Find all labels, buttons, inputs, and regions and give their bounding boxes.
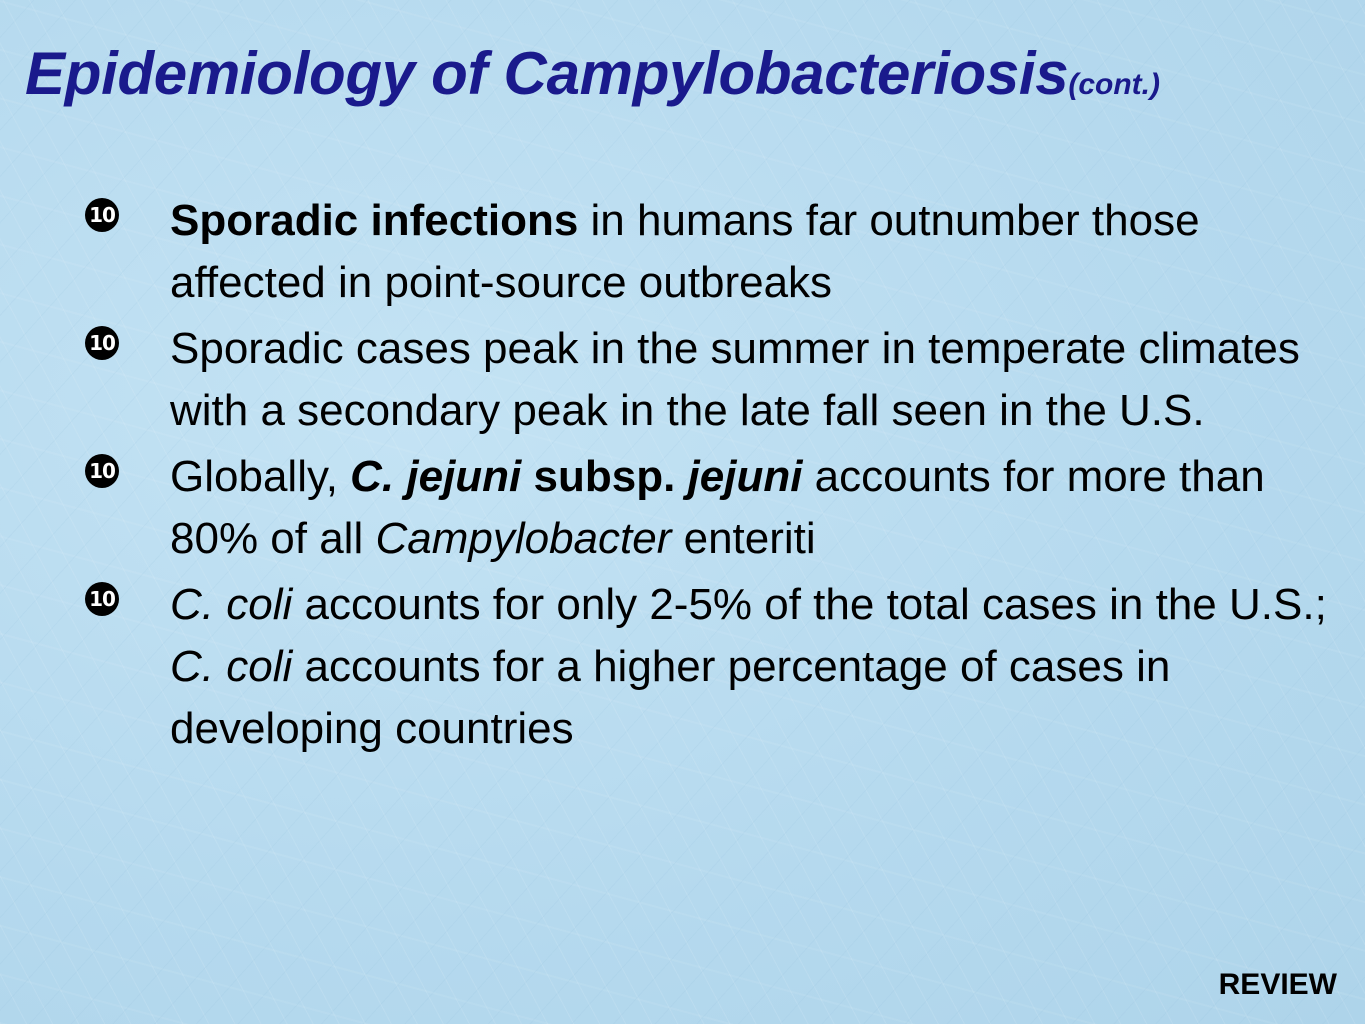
slide-title xyxy=(25,40,1160,107)
bullet-text-bold: Sporadic infections xyxy=(170,196,579,245)
bullet-marker-icon: 10 xyxy=(85,198,119,232)
review-label: REVIEW xyxy=(1218,968,1337,1001)
bullet-item xyxy=(85,190,1355,314)
bullet-text: in humans far outnumber those affected in point-source outbreaks xyxy=(170,196,1200,307)
genus-name: Campylobacter xyxy=(375,514,672,563)
bullet-marker-icon: 10 xyxy=(85,454,119,488)
species-name: C. jejuni xyxy=(350,452,522,501)
bullet-list xyxy=(85,190,1355,764)
bullet-text: accounts for only 2-5% of the total cases in the U.S.; xyxy=(292,580,1327,629)
bullet-item xyxy=(85,318,1355,442)
bullet-text: Globally, xyxy=(170,452,351,501)
bullet-item xyxy=(85,574,1355,760)
species-name: C. coli xyxy=(170,642,293,691)
bullet-marker-icon: 10 xyxy=(85,326,119,360)
bullet-text: enteriti xyxy=(671,514,816,563)
bullet-text-bold: subsp. xyxy=(521,452,688,501)
title-main: Epidemiology of Campylobacteriosis xyxy=(25,40,1069,107)
bullet-text: accounts for a higher percentage of cases in developing countries xyxy=(170,642,1171,753)
title-suffix: (cont.) xyxy=(1068,68,1160,101)
bullet-item xyxy=(85,446,1355,570)
bullet-text: accounts for more than 80% of all xyxy=(170,452,1265,563)
species-name: C. coli xyxy=(170,580,293,629)
bullet-marker-icon: 10 xyxy=(85,582,119,616)
bullet-text: Sporadic cases peak in the summer in temperate climates with a secondary peak in the late fall seen in the U.S. xyxy=(170,324,1300,435)
species-name: jejuni xyxy=(687,452,803,501)
